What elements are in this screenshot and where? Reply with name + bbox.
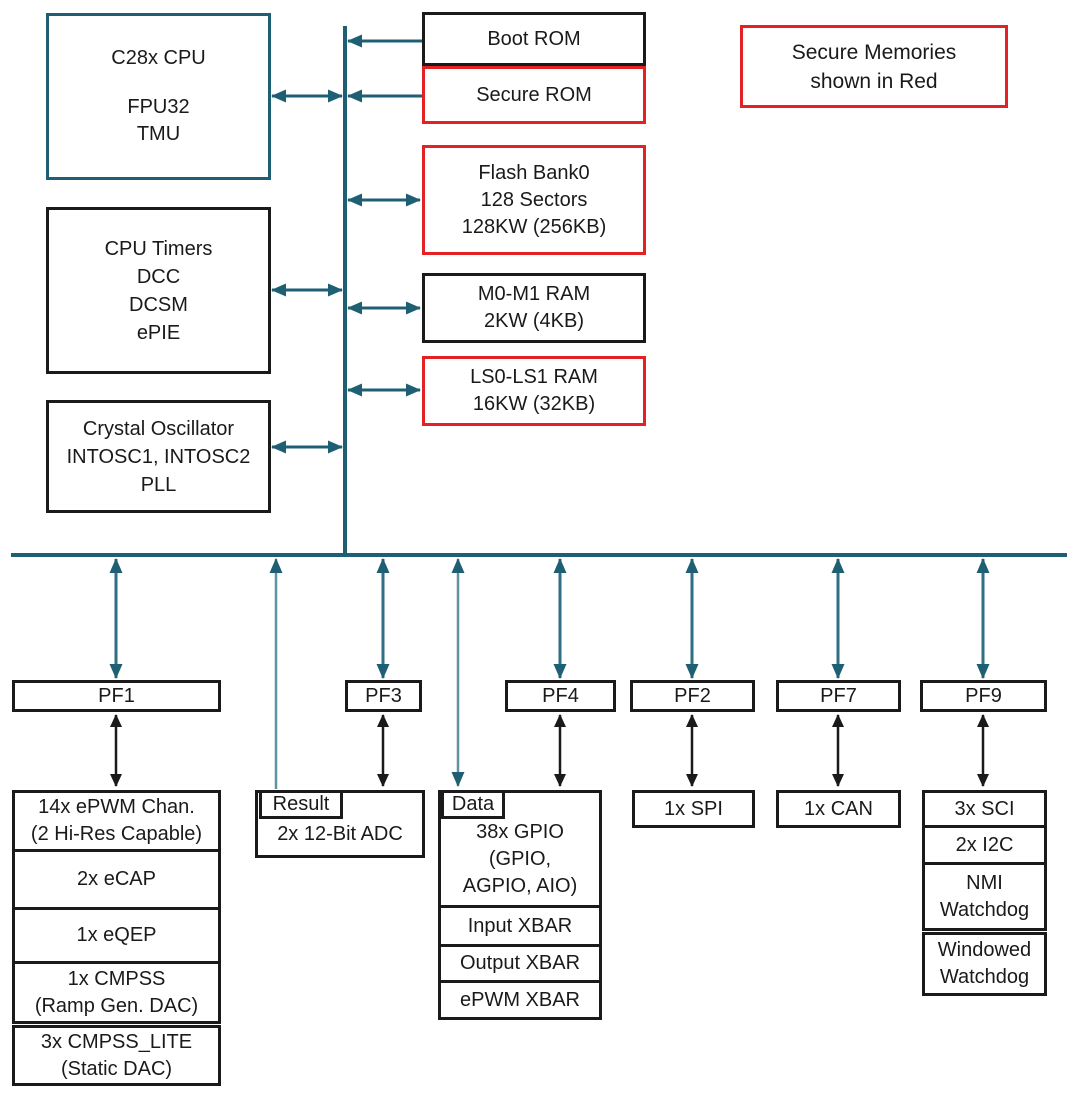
can-box <box>776 790 901 828</box>
input-xbar-label: Input XBAR <box>467 914 573 937</box>
i2c-row <box>922 825 1047 865</box>
ecap-row <box>12 849 221 910</box>
input-xbar-row <box>438 905 602 947</box>
gpio-data-tab-label: Data <box>451 793 495 815</box>
pf3-box <box>345 680 422 712</box>
eqep-label: 1x eQEP <box>76 924 157 946</box>
crystal-osc-line: Crystal Oscillator <box>82 417 235 440</box>
flash-sectors-line: 128 Sectors <box>480 188 588 211</box>
pf9-label: PF9 <box>965 684 1002 707</box>
wwd-line2: Watchdog <box>939 966 1030 988</box>
nmi-watchdog-row <box>922 862 1047 931</box>
eqep-row <box>12 907 221 964</box>
pf2-label: PF2 <box>674 684 711 707</box>
cmpss-line2: (Ramp Gen. DAC) <box>34 994 199 1017</box>
ls0ls1-ram-box <box>422 356 646 426</box>
legend-line1: Secure Memories <box>791 40 957 64</box>
wwd-line1: Windowed <box>937 939 1032 961</box>
pf1-label: PF1 <box>98 684 135 707</box>
spi-label: 1x SPI <box>664 797 723 820</box>
pf4-box <box>505 680 616 712</box>
legend-line2: shown in Red <box>810 69 938 93</box>
cpu-tmu: TMU <box>136 123 181 145</box>
gpio-line1: 38x GPIO <box>476 821 564 843</box>
sci-row <box>922 790 1047 828</box>
pf7-box <box>776 680 901 712</box>
ecap-label: 2x eCAP <box>77 868 156 890</box>
pf1-peripheral-stack <box>12 790 221 1086</box>
epwm-xbar-row <box>438 980 602 1020</box>
cmpss-lite-line2: (Static DAC) <box>60 1057 173 1080</box>
flash-name-line: Flash Bank0 <box>478 161 590 184</box>
dcc-line: DCC <box>136 265 181 288</box>
cmpss-lite-line1: 3x CMPSS_LITE <box>40 1030 193 1053</box>
nmi-line2: Watchdog <box>939 898 1030 921</box>
pf4-label: PF4 <box>542 684 579 707</box>
cpu-title: C28x CPU <box>111 47 206 69</box>
epwm-row <box>12 790 221 852</box>
ls0ls1-size-line: 16KW (32KB) <box>472 393 596 415</box>
dcsm-line: DCSM <box>129 293 188 316</box>
pll-line: PLL <box>140 473 177 496</box>
spi-box <box>632 790 755 828</box>
clock-box <box>46 400 271 513</box>
cmpss-row <box>12 961 221 1024</box>
nmi-line1: NMI <box>966 871 1003 894</box>
output-xbar-row <box>438 944 602 983</box>
can-label: 1x CAN <box>804 797 873 820</box>
timers-line: CPU Timers <box>104 237 213 260</box>
m0m1-name-line: M0-M1 RAM <box>477 283 591 305</box>
flash-bank0-box <box>422 145 646 255</box>
pf9-box <box>920 680 1047 712</box>
adc-result-tab-label: Result <box>272 793 330 815</box>
gpio-line3: AGPIO, AIO) <box>462 875 578 897</box>
cpu-fpu32: FPU32 <box>127 96 190 118</box>
secure-rom-box <box>422 66 646 124</box>
gpio-line2: (GPIO, <box>488 848 552 870</box>
windowed-watchdog-row <box>922 932 1047 996</box>
pf3-label: PF3 <box>365 684 402 707</box>
m0m1-ram-box <box>422 273 646 343</box>
cmpss-lite-row <box>12 1025 221 1086</box>
secure-memories-legend <box>740 25 1008 108</box>
gpio-data-tab <box>441 790 505 819</box>
intosc-line: INTOSC1, INTOSC2 <box>66 445 251 468</box>
flash-size-line: 128KW (256KB) <box>461 215 607 238</box>
m0m1-size-line: 2KW (4KB) <box>483 310 585 332</box>
pf1-box <box>12 680 221 712</box>
output-xbar-label: Output XBAR <box>459 952 581 974</box>
epie-line: ePIE <box>136 321 181 344</box>
secure-rom-label: Secure ROM <box>476 83 592 106</box>
epwm-xbar-label: ePWM XBAR <box>459 988 581 1011</box>
epwm-line1: 14x ePWM Chan. <box>38 796 195 818</box>
adc-result-tab <box>259 790 343 819</box>
i2c-label: 2x I2C <box>955 833 1014 856</box>
sci-label: 3x SCI <box>954 797 1015 820</box>
epwm-line2: (2 Hi-Res Capable) <box>30 823 203 845</box>
cmpss-line1: 1x CMPSS <box>67 967 166 990</box>
boot-rom-box <box>422 12 646 66</box>
boot-rom-label: Boot ROM <box>487 27 581 50</box>
pf7-label: PF7 <box>820 684 857 707</box>
adc-label: 2x 12-Bit ADC <box>277 823 403 845</box>
ls0ls1-name-line: LS0-LS1 RAM <box>470 366 598 388</box>
cpu-timers-box <box>46 207 271 374</box>
c28x-cpu-box <box>46 13 271 180</box>
pf2-box <box>630 680 755 712</box>
gpio-xbar-stack <box>438 790 602 1020</box>
pf9-peripheral-stack <box>922 790 1047 996</box>
